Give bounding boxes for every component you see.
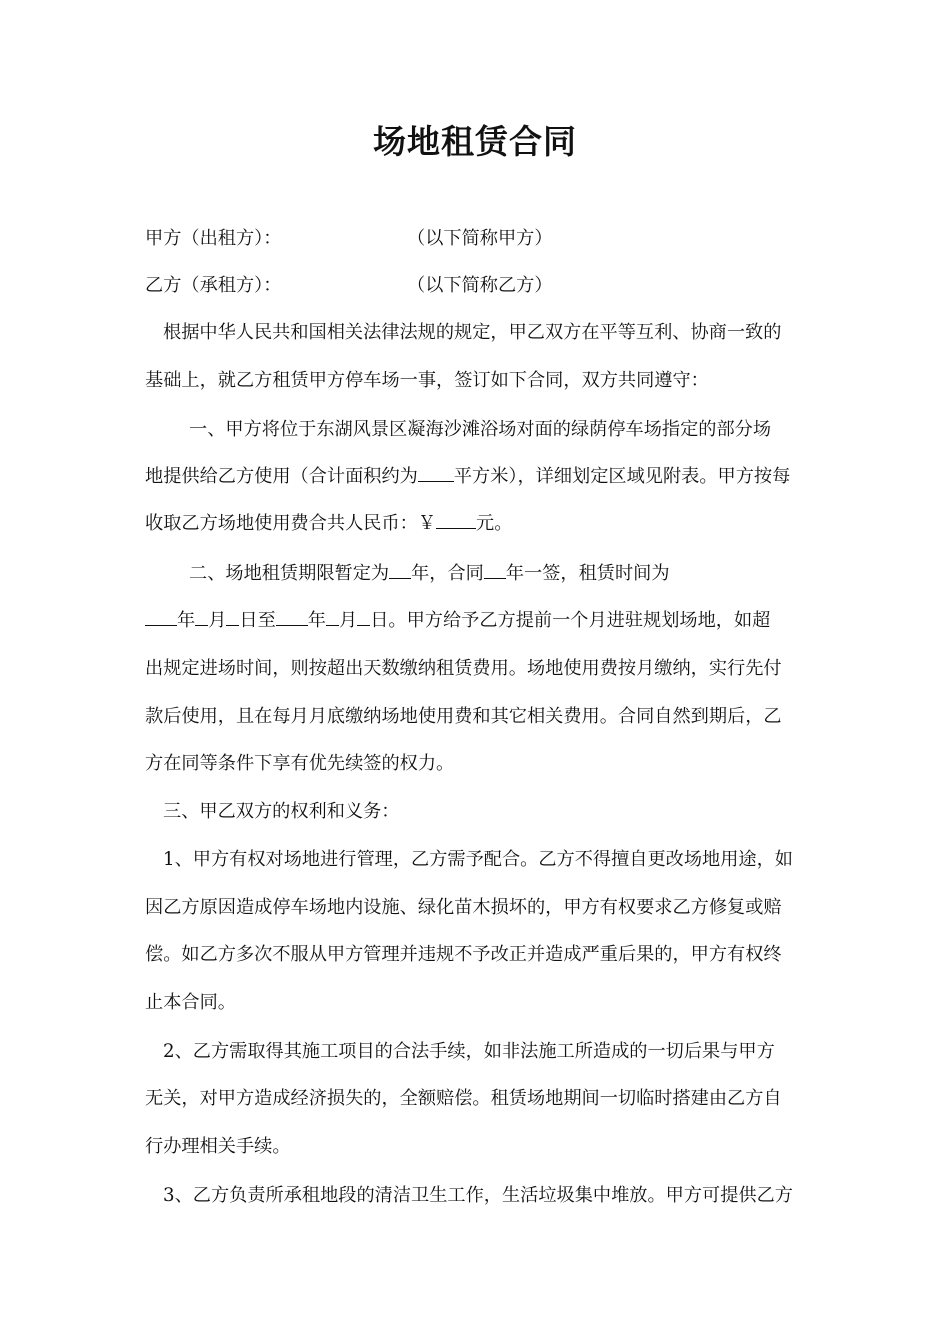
- party-a-line: [145, 224, 815, 254]
- clause2-line-5: 方在同等条件下享有优先续签的权力。: [145, 753, 455, 774]
- clause3-item1-line-3: 偿。如乙方多次不服从甲方管理并违规不予改正并造成严重后果的，甲方有权终: [145, 944, 782, 965]
- clause2-line-2-rest: 日。甲方给予乙方提前一个月进驻规划场地，如超: [370, 610, 771, 631]
- clause2-line-4: 款后使用，且在每月月底缴纳场地使用费和其它相关费用。合同自然到期后，乙: [145, 706, 782, 727]
- area-blank: [418, 463, 454, 482]
- clause2-line-1-text-b: 年，合同: [411, 563, 484, 584]
- clause1-line-2-text-a: 地提供给乙方使用（合计面积约为: [145, 466, 418, 487]
- end-day-blank: [357, 607, 370, 626]
- preamble-line-1: 根据中华人民共和国相关法律法规的规定，甲乙双方在平等互利、协商一致的: [163, 322, 782, 343]
- start-year-blank: [145, 607, 177, 626]
- clause3-item1-line-4: 止本合同。: [145, 992, 236, 1013]
- clause2-line-1-text-c: 年一签，租赁时间为: [505, 563, 670, 584]
- renewal-years-blank: [484, 560, 506, 579]
- party-a-note: （以下简称甲方）: [407, 228, 553, 249]
- clause3-item1-line-1: 1、甲方有权对场地进行管理，乙方需予配合。乙方不得擅自更改场地用途，如: [163, 849, 793, 870]
- end-year-blank: [276, 607, 308, 626]
- end-month-blank: [326, 607, 339, 626]
- party-b-line: [145, 271, 815, 301]
- clause3-item2-line-3: 行办理相关手续。: [145, 1136, 291, 1157]
- clause1-line-3: [145, 509, 815, 539]
- clause1-line-3-text-a: 收取乙方场地使用费合共人民币：￥: [145, 513, 437, 534]
- clause2-line-3: 出规定进场时间，则按超出天数缴纳租赁费用。场地使用费按月缴纳，实行先付: [145, 658, 782, 679]
- clause3-item2-line-1: 2、乙方需取得其施工项目的合法手续，如非法施工所造成的一切后果与甲方: [163, 1041, 775, 1062]
- clause3-item2-line-2: 无关，对甲方造成经济损失的，全额赔偿。租赁场地期间一切临时搭建由乙方自: [145, 1088, 782, 1109]
- start-month-blank: [195, 607, 208, 626]
- clause2-line-1-text-a: 二、场地租赁期限暂定为: [189, 563, 390, 584]
- clause2-line-2: [145, 606, 815, 636]
- clause3-item3-line-1: 3、乙方负责所承租地段的清洁卫生工作，生活垃圾集中堆放。甲方可提供乙方: [163, 1185, 793, 1206]
- clause1-line-2: [145, 462, 815, 492]
- party-b-label: 乙方（承租方）：: [145, 275, 282, 296]
- clause3-heading: 三、甲乙双方的权利和义务：: [163, 801, 400, 822]
- preamble-line-2: 基础上，就乙方租赁甲方停车场一事，签订如下合同，双方共同遵守：: [145, 370, 709, 391]
- start-year-unit: 年: [177, 610, 196, 631]
- clause1-line-3-text-b: 元。: [476, 513, 513, 534]
- clause1-line-1: 一、甲方将位于东湖风景区凝海沙滩浴场对面的绿荫停车场指定的部分场: [189, 419, 772, 440]
- clause1-line-2-text-b: 平方米），详细划定区域见附表。甲方按每: [453, 466, 791, 487]
- start-day-unit: 日至: [239, 610, 276, 631]
- party-b-note: （以下简称乙方）: [407, 275, 553, 296]
- start-month-unit: 月: [208, 610, 227, 631]
- end-year-unit: 年: [307, 610, 326, 631]
- party-a-label: 甲方（出租方）：: [145, 228, 282, 249]
- clause2-line-1: [145, 559, 859, 589]
- term-years-blank: [389, 560, 411, 579]
- clause3-item1-line-2: 因乙方原因造成停车场地内设施、绿化苗木损坏的，甲方有权要求乙方修复或赔: [145, 897, 782, 918]
- start-day-blank: [226, 607, 239, 626]
- document-title: 场地租赁合同: [373, 122, 577, 161]
- fee-blank: [436, 510, 476, 529]
- end-month-unit: 月: [339, 610, 358, 631]
